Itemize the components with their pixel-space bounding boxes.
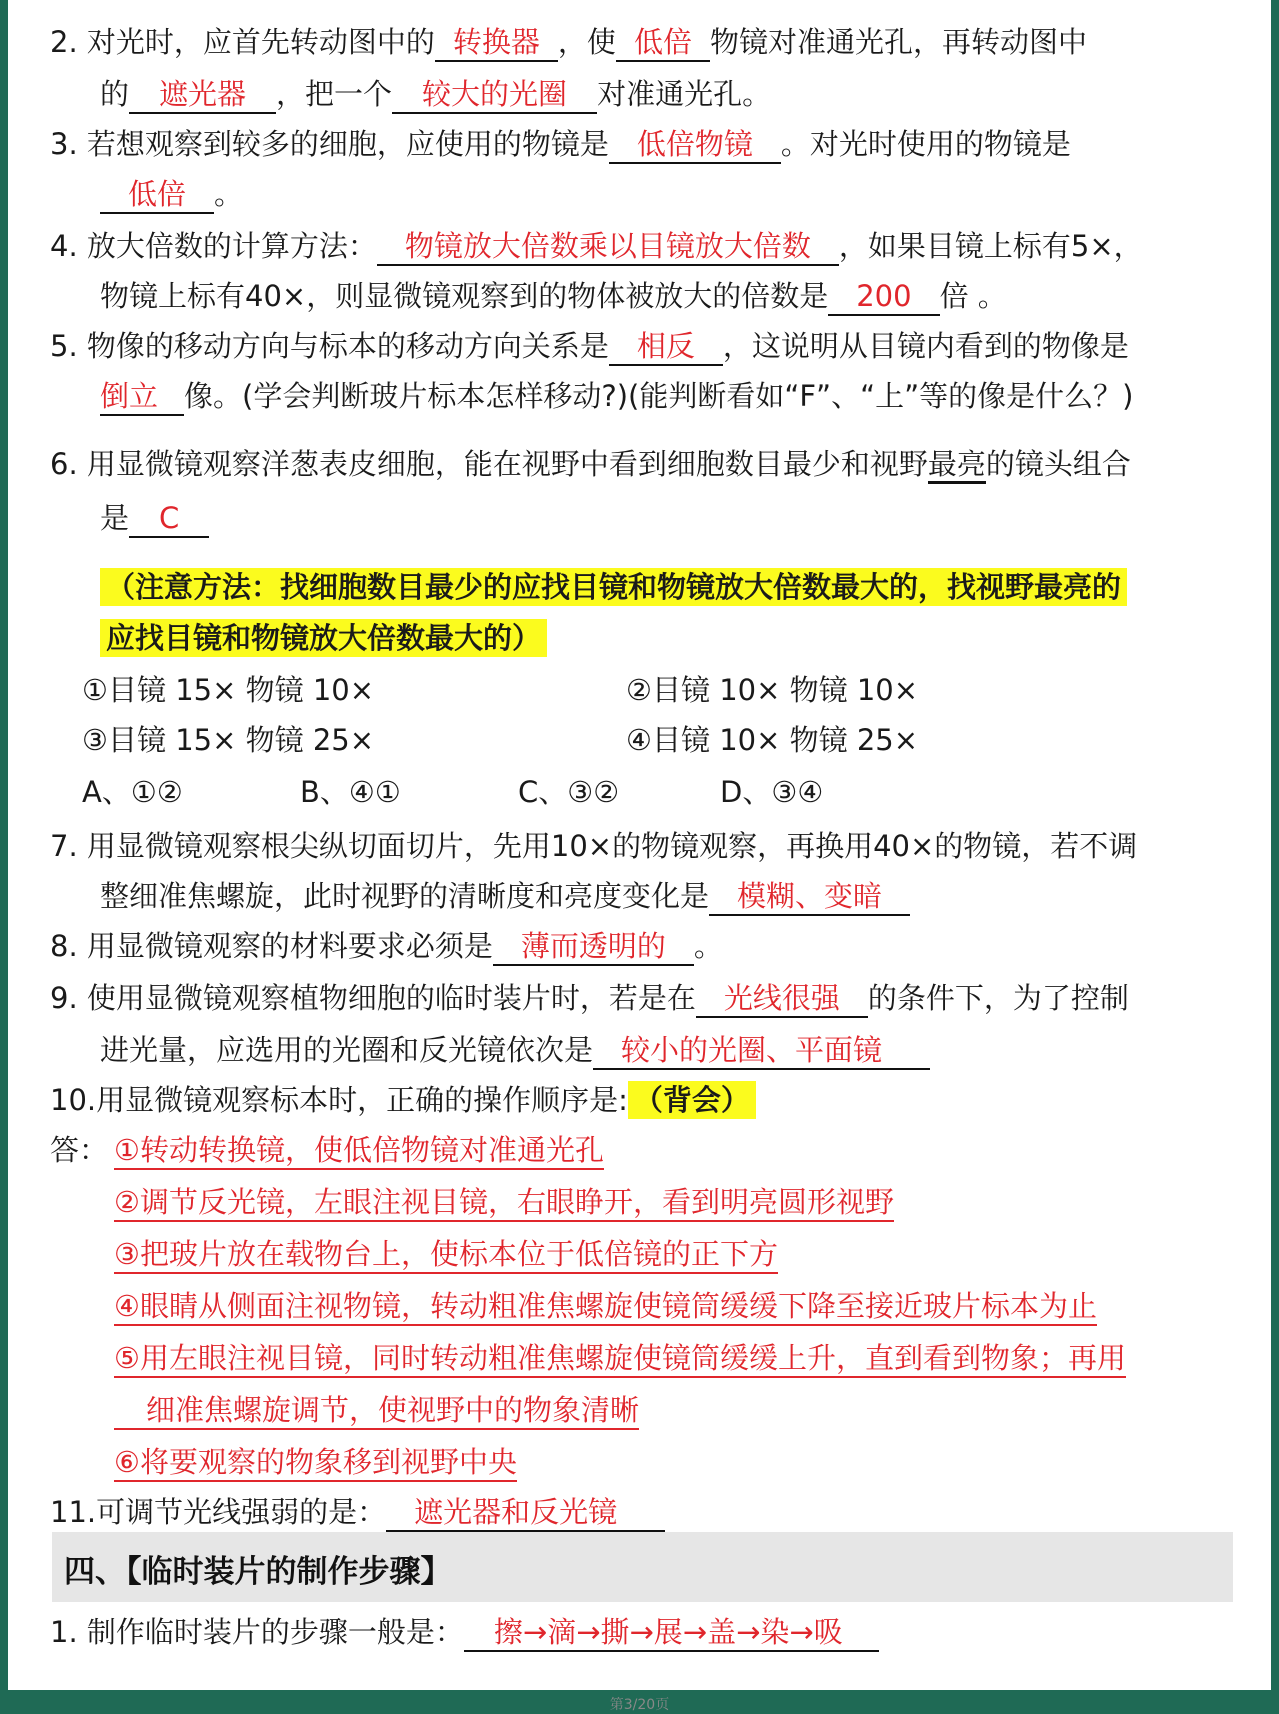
question-text: 。 xyxy=(693,929,723,963)
page-number: 第3/20页 xyxy=(609,1697,670,1713)
answer-blank: 200 xyxy=(828,278,939,316)
step-text: ③把玻片放在载物台上，使标本位于低倍镜的正下方 xyxy=(114,1236,778,1274)
question-number: 5. xyxy=(50,329,78,363)
question-text: 使用显微镜观察植物细胞的临时装片时，若是在 xyxy=(86,981,696,1015)
answer-blank: 物镜放大倍数乘以目镜放大倍数 xyxy=(377,228,839,266)
question-4-line-2 xyxy=(100,276,1007,316)
question-text: ，使 xyxy=(557,25,616,59)
question-2-line-2 xyxy=(100,74,771,114)
answer-blank: 遮光器 xyxy=(129,76,276,114)
step-text: ⑥将要观察的物象移到视野中央 xyxy=(114,1444,517,1482)
question-text: ，如果目镜上标有5×， xyxy=(838,229,1143,263)
question-text: 放大倍数的计算方法： xyxy=(86,229,377,263)
question-text: 像。(学会判断玻片标本怎样移动?)(能判断看如“F”、“上”等的像是什么？) xyxy=(184,379,1134,413)
question-text: 用显微镜观察根尖纵切面切片，先用10×的物镜观察，再换用40×的物镜，若不调 xyxy=(86,829,1138,863)
question-text: 整细准焦螺旋，此时视野的清晰度和亮度变化是 xyxy=(100,879,710,913)
choice-text: C、③② xyxy=(518,775,620,809)
question-number: 3. xyxy=(50,127,78,161)
document-page xyxy=(8,0,1271,1690)
choice-text: D、③④ xyxy=(720,775,824,809)
emphasized-text: 最亮 xyxy=(928,447,986,484)
question-11 xyxy=(50,1492,665,1532)
question-5-line-1 xyxy=(50,326,1129,366)
choice-a xyxy=(82,772,183,812)
answer-blank: 低倍 xyxy=(100,176,214,214)
question-8 xyxy=(50,926,723,966)
answer-blank: 相反 xyxy=(609,328,723,366)
question-text: 物镜上标有40×，则显微镜观察到的物体被放大的倍数是 xyxy=(100,279,829,313)
step-6 xyxy=(114,1442,517,1482)
option-4 xyxy=(626,720,918,760)
step-3 xyxy=(114,1234,778,1274)
section-title: 四、【临时装片的制作步骤】 xyxy=(64,1554,452,1590)
question-text: 用显微镜观察标本时，正确的操作顺序是: xyxy=(96,1083,628,1117)
question-text: 。 xyxy=(214,177,244,211)
question-text: 制作临时装片的步骤一般是： xyxy=(86,1615,464,1649)
question-3-line-2 xyxy=(100,174,243,214)
answer-blank: 转换器 xyxy=(435,24,558,62)
answer-blank: 光线很强 xyxy=(696,980,868,1018)
question-text: 对光时，应首先转动图中的 xyxy=(86,25,435,59)
answer-blank: 倒立 xyxy=(100,378,184,416)
question-6-line-1 xyxy=(50,444,1131,484)
question-9-line-2 xyxy=(100,1030,930,1070)
step-5 xyxy=(114,1338,1126,1378)
question-7-line-2 xyxy=(100,876,910,916)
option-3 xyxy=(82,720,374,760)
highlighted-note: 应找目镜和物镜放大倍数最大的） xyxy=(100,619,547,657)
question-text: 若想观察到较多的细胞，应使用的物镜是 xyxy=(86,127,609,161)
answer-blank: 擦→滴→撕→展→盖→染→吸 xyxy=(464,1614,879,1652)
question-text: 的 xyxy=(100,77,130,111)
question-text: 倍 。 xyxy=(939,279,1007,313)
question-text: ，这说明从目镜内看到的物像是 xyxy=(722,329,1129,363)
option-text: ③目镜 15× 物镜 25× xyxy=(82,723,375,757)
question-number: 1. xyxy=(50,1615,78,1649)
step-5-continued xyxy=(114,1390,639,1430)
answer-blank: 模糊、变暗 xyxy=(709,878,910,916)
question-text: 进光量，应选用的光圈和反光镜依次是 xyxy=(100,1033,594,1067)
question-9-line-1 xyxy=(50,978,1129,1018)
answer-blank: 遮光器和反光镜 xyxy=(386,1494,665,1532)
step-text: ②调节反光镜，左眼注视目镜，右眼睁开，看到明亮圆形视野 xyxy=(114,1184,894,1222)
option-text: ①目镜 15× 物镜 10× xyxy=(82,673,375,707)
answer-blank: 低倍物镜 xyxy=(609,126,781,164)
answer-blank: 薄而透明的 xyxy=(493,928,694,966)
answer-blank: 较小的光圈、平面镜 xyxy=(593,1032,930,1070)
highlighted-note: （注意方法：找细胞数目最少的应找目镜和物镜放大倍数最大的，找视野最亮的 xyxy=(100,568,1127,606)
question-7-line-1 xyxy=(50,826,1137,866)
step-text: ④眼睛从侧面注视物镜，转动粗准焦螺旋使镜筒缓缓下降至接近玻片标本为止 xyxy=(114,1288,1097,1326)
question-number: 10. xyxy=(50,1083,97,1117)
question-6-line-2 xyxy=(100,498,209,538)
option-text: ②目镜 10× 物镜 10× xyxy=(626,673,919,707)
step-text: ⑤用左眼注视目镜，同时转动粗准焦螺旋使镜筒缓缓上升，直到看到物象；再用 xyxy=(114,1340,1126,1378)
option-text: ④目镜 10× 物镜 25× xyxy=(626,723,919,757)
answer-blank: C xyxy=(129,500,209,538)
question-text: 物像的移动方向与标本的移动方向关系是 xyxy=(86,329,609,363)
answer-blank: 较大的光圈 xyxy=(392,76,597,114)
step-text: ①转动转换镜，使低倍物镜对准通光孔 xyxy=(114,1132,604,1170)
answer-label-text: 答： xyxy=(50,1133,109,1167)
question-number: 9. xyxy=(50,981,78,1015)
option-2 xyxy=(626,670,918,710)
question-text: 用显微镜观察洋葱表皮细胞，能在视野中看到细胞数目最少和视野 xyxy=(86,447,928,481)
question-number: 2. xyxy=(50,25,78,59)
question-number: 8. xyxy=(50,929,78,963)
question-text: 。对光时使用的物镜是 xyxy=(780,127,1071,161)
question-5-line-2 xyxy=(100,376,1133,416)
question-text: ，把一个 xyxy=(276,77,393,111)
section-4-question-1 xyxy=(50,1612,879,1652)
method-note-line-1 xyxy=(100,567,1127,607)
question-2-line-1 xyxy=(50,22,1087,62)
question-number: 6. xyxy=(50,447,78,481)
choice-d xyxy=(720,772,823,812)
method-note-line-2 xyxy=(100,618,547,658)
question-text: 的镜头组合 xyxy=(985,447,1131,481)
question-3-line-1 xyxy=(50,124,1071,164)
question-number: 4. xyxy=(50,229,78,263)
choice-text: A、①② xyxy=(82,775,183,809)
question-text: 物镜对准通光孔，再转动图中 xyxy=(709,25,1087,59)
question-10 xyxy=(50,1080,756,1120)
choice-c xyxy=(518,772,619,812)
memorize-highlight: （背会） xyxy=(628,1081,756,1119)
question-number: 7. xyxy=(50,829,78,863)
question-text: 用显微镜观察的材料要求必须是 xyxy=(86,929,493,963)
question-text: 对准通光孔。 xyxy=(597,77,772,111)
step-1 xyxy=(114,1130,604,1170)
step-2 xyxy=(114,1182,894,1222)
step-4 xyxy=(114,1286,1097,1326)
question-4-line-1 xyxy=(50,226,1143,266)
option-1 xyxy=(82,670,374,710)
step-text: 细准焦螺旋调节，使视野中的物象清晰 xyxy=(114,1392,639,1430)
question-text: 的条件下，为了控制 xyxy=(867,981,1129,1015)
choice-text: B、④① xyxy=(300,775,401,809)
choice-b xyxy=(300,772,401,812)
answer-blank: 低倍 xyxy=(616,24,710,62)
question-text: 可调节光线强弱的是： xyxy=(96,1495,387,1529)
question-text: 是 xyxy=(100,501,130,535)
question-number: 11. xyxy=(50,1495,97,1529)
answer-label xyxy=(50,1130,108,1170)
